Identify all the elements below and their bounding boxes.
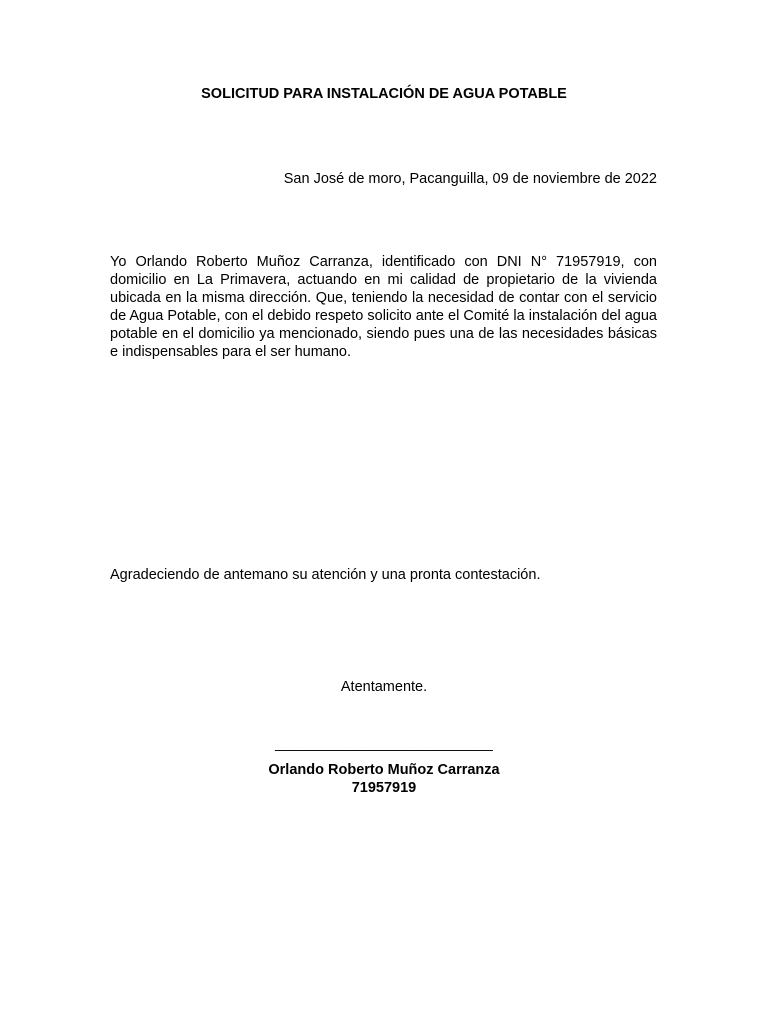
signer-name: Orlando Roberto Muñoz Carranza	[268, 762, 500, 778]
closing-salute: Atentamente.	[340, 679, 428, 695]
closing-thanks: Agradeciendo de antemano su atención y una pronta contestación.	[110, 567, 541, 583]
document-title: SOLICITUD PARA INSTALACIÓN DE AGUA POTABLE	[201, 86, 567, 102]
signer-id: 71957919	[351, 780, 417, 796]
signature-line: ___________________________	[275, 736, 493, 752]
body-paragraph: Yo Orlando Roberto Muñoz Carranza, identificado con DNI N° 71957919, con domicilio en La Primavera, actuando en mi calidad de propietario de la vivienda ubicada en la misma dirección. Que, teniendo la necesidad de contar con el servicio de Agua Potable, con el debido respeto solicito ante el Comité la instalación del agua potable en el domicilio ya mencionado, siendo pues una de las necesidades básicas e indispensables para el ser humano.	[110, 254, 657, 360]
place-date: San José de moro, Pacanguilla, 09 de noviembre de 2022	[283, 171, 657, 187]
